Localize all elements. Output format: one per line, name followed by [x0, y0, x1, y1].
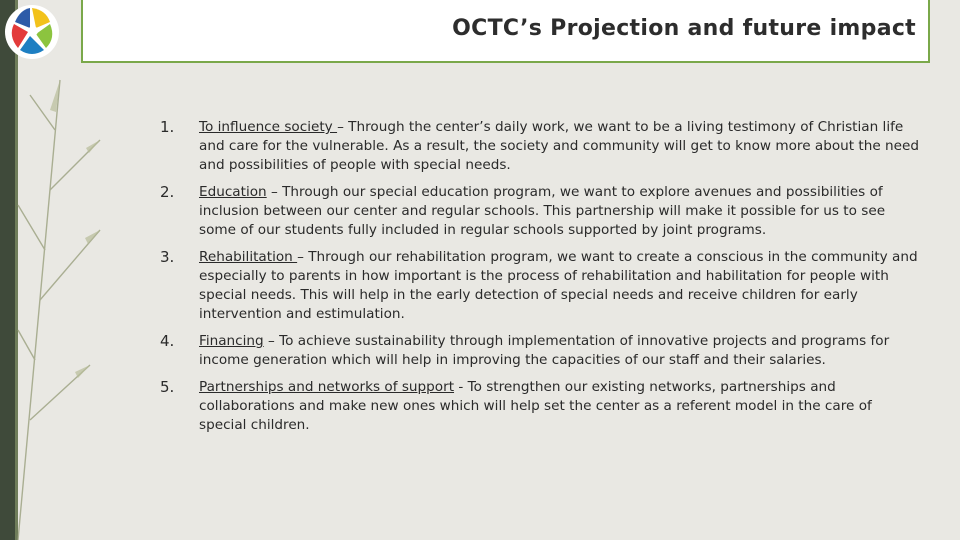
list-item: [160, 378, 920, 435]
item-heading: To influence society: [199, 119, 338, 135]
decorative-branches: [0, 0, 120, 540]
item-body: – Through the center’s daily work, we want to be a living testimony of Christian life and care for the vulnerable. As a result, the society and community will get to know more about the need and possibilities of people with special needs.: [199, 119, 920, 173]
item-body: – To achieve sustainability through implementation of innovative projects and programs for income generation which will help in improving the capacities of our staff and their salaries.: [199, 333, 890, 368]
title-banner: [81, 0, 930, 63]
item-number: 1.: [160, 118, 175, 136]
list-item: [160, 332, 920, 370]
list-item: [160, 248, 920, 324]
projection-list: [160, 118, 920, 435]
item-body: - To strengthen our existing networks, partnerships and collaborations and make new ones which will help set the center as a referent model in the care of special children.: [199, 379, 872, 433]
item-heading: Rehabilitation: [199, 249, 298, 265]
item-heading: Partnerships and networks of support: [199, 379, 455, 395]
item-number: 5.: [160, 378, 175, 396]
organization-logo: [2, 0, 66, 64]
item-body: – Through our rehabilitation program, we want to create a conscious in the community and especially to parents in how important is the process of rehabilitation and habilitation for people with special needs. This will help in the early detection of special needs and receive children for early intervention and estimulation.: [199, 249, 918, 322]
item-number: 2.: [160, 183, 175, 201]
list-item: [160, 183, 920, 240]
item-number: 4.: [160, 332, 175, 350]
item-body: – Through our special education program, we want to explore avenues and possibilities of inclusion between our center and regular schools. This partnership will make it possible for us to see some of our students fully included in regular schools supported by joint programs.: [199, 184, 886, 238]
page-title: OCTC’s Projection and future impact: [452, 16, 916, 41]
item-heading: Financing: [199, 333, 264, 349]
item-number: 3.: [160, 248, 175, 266]
item-heading: Education: [199, 184, 267, 200]
list-item: [160, 118, 920, 175]
